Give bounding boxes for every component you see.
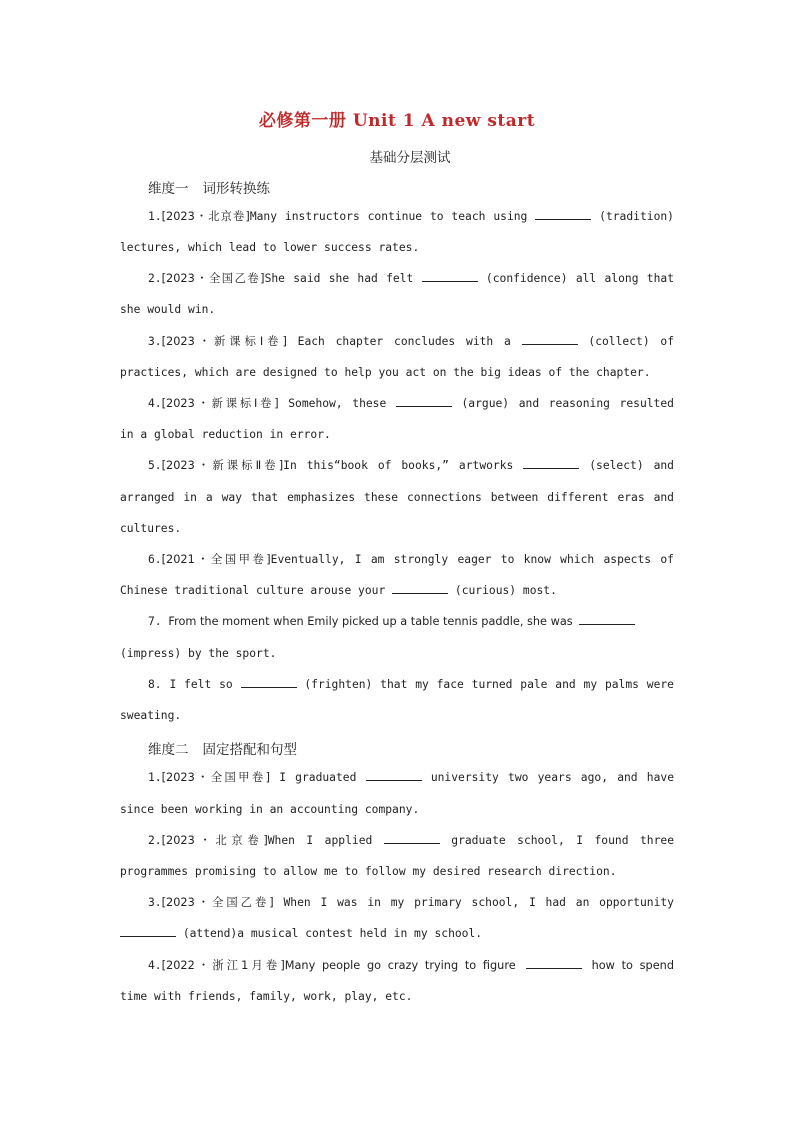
answer-blank[interactable] bbox=[522, 334, 578, 345]
question-1-8-line-1: 8. I felt so (frighten) that my face turned pale and my palms were bbox=[148, 678, 674, 691]
question-1-2-line-2: she would win. bbox=[120, 303, 216, 316]
question-1-4-line-1: 4.[2023・新课标Ⅰ卷] Somehow, these (argue) and reasoning resulted bbox=[148, 397, 674, 410]
answer-blank[interactable] bbox=[384, 833, 440, 844]
question-1-5-line-2: arranged in a way that emphasizes these connections between different eras and bbox=[120, 491, 674, 504]
question-1-7-line-1: 7. From the moment when Emily picked up a table tennis paddle, she was bbox=[148, 614, 674, 630]
answer-blank[interactable] bbox=[392, 583, 448, 594]
question-2-4-line-1: 4.[2022・浙江1月卷]Many people go crazy trying to figure how to spend bbox=[148, 959, 674, 972]
question-2-3-line-1: 3.[2023・全国乙卷] When I was in my primary school, I had an opportunity bbox=[148, 896, 674, 909]
answer-blank[interactable] bbox=[422, 271, 478, 282]
answer-blank[interactable] bbox=[241, 677, 297, 688]
question-1-6-line-2: Chinese traditional culture arouse your (curious) most. bbox=[120, 584, 557, 597]
question-1-3-line-2: practices, which are designed to help you act on the big ideas of the chapter. bbox=[120, 366, 651, 379]
section-heading-1: 维度一 词形转换练 bbox=[148, 181, 270, 197]
question-2-3-line-2: (attend)a musical contest held in my school. bbox=[120, 926, 674, 942]
question-2-1-line-2: since been working in an accounting company. bbox=[120, 803, 420, 816]
answer-blank[interactable] bbox=[535, 209, 591, 220]
question-1-5-line-3: cultures. bbox=[120, 522, 182, 535]
question-2-4-line-2: time with friends, family, work, play, etc. bbox=[120, 990, 413, 1003]
question-2-1-line-1: 1.[2023・全国甲卷] I graduated university two years ago, and have bbox=[148, 771, 674, 784]
answer-blank[interactable] bbox=[523, 458, 579, 469]
question-1-1-line-1: 1.[2023・北京卷]Many instructors continue to teach using (tradition) bbox=[148, 210, 674, 223]
answer-blank[interactable] bbox=[396, 396, 452, 407]
question-2-2-line-1: 2.[2023・北京卷]When I applied graduate school, I found three bbox=[148, 834, 674, 847]
answer-blank[interactable] bbox=[526, 958, 582, 969]
question-1-2-line-1: 2.[2023・全国乙卷]She said she had felt (confidence) all along that bbox=[148, 272, 675, 285]
question-1-8-line-2: sweating. bbox=[120, 709, 182, 722]
page-title: 必修第一册 Unit 1 A new start bbox=[258, 111, 536, 131]
answer-blank[interactable] bbox=[120, 926, 176, 937]
question-1-3-line-1: 3.[2023・新课标Ⅰ卷] Each chapter concludes with a (collect) of bbox=[148, 335, 675, 348]
question-1-5-line-1: 5.[2023・新课标Ⅱ卷]In this“book of books,” artworks (select) and bbox=[148, 459, 674, 472]
page-subtitle: 基础分层测试 bbox=[369, 150, 451, 166]
question-1-1-line-2: lectures, which lead to lower success rates. bbox=[120, 241, 420, 254]
question-1-7-line-2: (impress) by the sport. bbox=[120, 647, 277, 660]
answer-blank[interactable] bbox=[579, 614, 635, 625]
question-1-6-line-1: 6.[2021・全国甲卷]Eventually, I am strongly eager to know which aspects of bbox=[148, 553, 674, 566]
question-1-4-line-2: in a global reduction in error. bbox=[120, 428, 331, 441]
answer-blank[interactable] bbox=[366, 770, 422, 781]
section-heading-2: 维度二 固定搭配和句型 bbox=[148, 742, 297, 758]
question-2-2-line-2: programmes promising to allow me to follow my desired research direction. bbox=[120, 865, 617, 878]
